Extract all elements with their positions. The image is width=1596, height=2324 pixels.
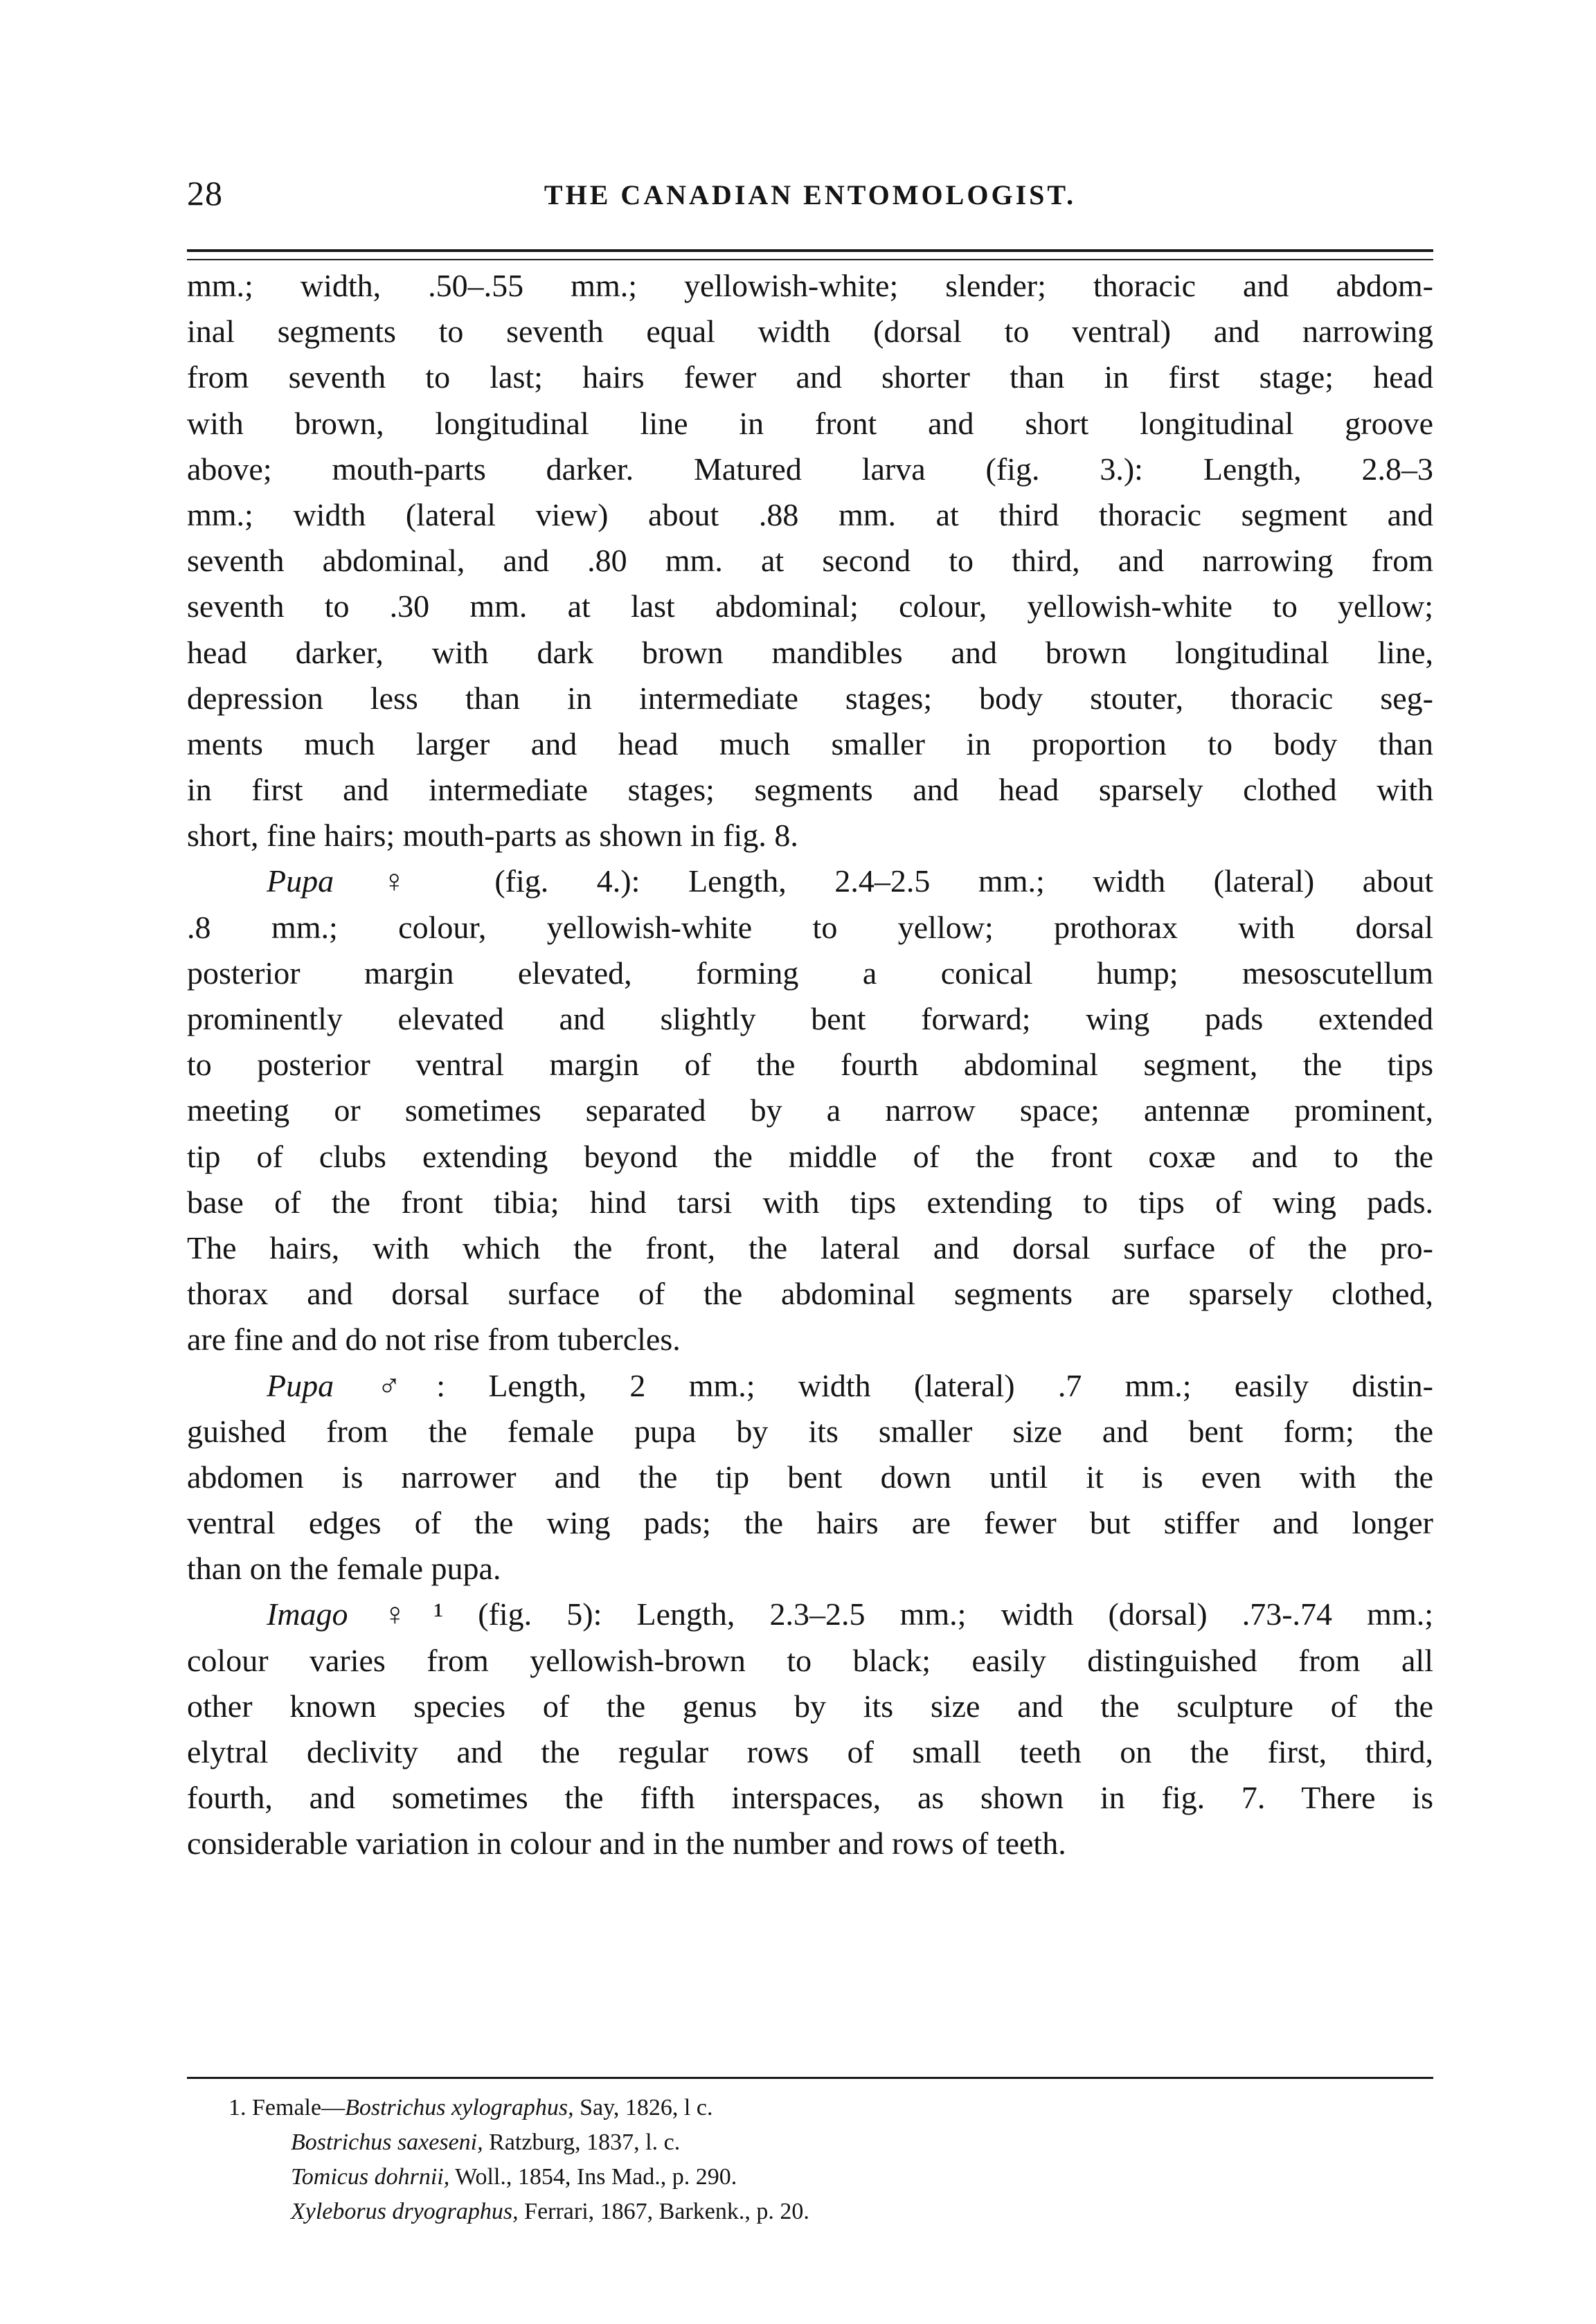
text-line: in first and intermediate stages; segments and head sparsely clothed with bbox=[187, 772, 1433, 808]
text-line: head darker, with dark brown mandibles and brown longitudinal line, bbox=[187, 634, 1433, 670]
header-rule bbox=[187, 249, 1433, 260]
footnote-taxon: Bostrichus saxeseni, bbox=[291, 2129, 483, 2155]
text-line: other known species of the genus by its size and the sculpture of the bbox=[187, 1688, 1433, 1724]
paragraph-first-line bbox=[187, 858, 1433, 904]
text-line: meeting or sometimes separated by a narrow space; antennæ prominent, bbox=[187, 1092, 1433, 1128]
footnote-entry bbox=[228, 2160, 1406, 2195]
text-line: seventh abdominal, and .80 mm. at second to third, and narrowing from bbox=[187, 543, 1433, 579]
section-lead-pupa: Pupa bbox=[267, 863, 334, 899]
text-line: to posterior ventral margin of the fourth abdominal segment, the tips bbox=[187, 1047, 1433, 1083]
text-line: ♂: Length, 2 mm.; width (lateral) .7 mm.; easily distin- bbox=[342, 1367, 1433, 1403]
text-line: tip of clubs extending beyond the middle of the front coxæ and to the bbox=[187, 1138, 1433, 1174]
text-line: The hairs, with which the front, the lateral and dorsal surface of the pro- bbox=[187, 1229, 1433, 1265]
footnote-taxon: Bostrichus xylographus, bbox=[345, 2095, 574, 2120]
text-line: abdomen is narrower and the tip bent down until it is even with the bbox=[187, 1459, 1433, 1495]
footnote-citation: Say, 1826, l c. bbox=[580, 2095, 713, 2120]
footnote-taxon: Tomicus dohrnii, bbox=[291, 2164, 450, 2190]
section-lead-pupa: Pupa bbox=[267, 1367, 334, 1403]
footnotes bbox=[228, 2091, 1406, 2229]
text-line: ♀¹ (fig. 5): Length, 2.3–2.5 mm.; width (dorsal) .73-.74 mm.; bbox=[356, 1596, 1433, 1632]
text-line: from seventh to last; hairs fewer and shorter than in first stage; head bbox=[187, 359, 1433, 395]
paragraph-first-line bbox=[187, 1363, 1433, 1409]
text-line: thorax and dorsal surface of the abdominal segments are sparsely clothed, bbox=[187, 1276, 1433, 1312]
text-line: colour varies from yellowish-brown to black; easily distinguished from all bbox=[187, 1642, 1433, 1678]
text-line: ventral edges of the wing pads; the hairs are fewer but stiffer and longer bbox=[187, 1505, 1433, 1541]
footnote-rule bbox=[187, 2077, 1433, 2079]
footnote-citation: Woll., 1854, Ins Mad., p. 290. bbox=[455, 2164, 737, 2190]
body-text bbox=[187, 263, 1433, 1867]
text-line: mm.; width, .50–.55 mm.; yellowish-white; slender; thoracic and abdom- bbox=[187, 268, 1433, 303]
section-lead-imago: Imago bbox=[267, 1596, 348, 1632]
text-line: seventh to .30 mm. at last abdominal; colour, yellowish-white to yellow; bbox=[187, 588, 1433, 624]
text-line: ♀ (fig. 4.): Length, 2.4–2.5 mm.; width (lateral) about bbox=[342, 863, 1433, 899]
footnote-marker: 1. bbox=[228, 2095, 246, 2120]
text-line: posterior margin elevated, forming a conical hump; mesoscutellum bbox=[187, 955, 1433, 991]
footnote-entry bbox=[228, 2195, 1406, 2229]
footnote-taxon: Xyleborus dryographus, bbox=[291, 2199, 519, 2224]
text-line: are fine and do not rise from tubercles. bbox=[187, 1322, 681, 1358]
text-line: than on the female pupa. bbox=[187, 1551, 501, 1587]
footnote-entry bbox=[228, 2125, 1406, 2160]
paragraph-first-line bbox=[187, 1592, 1433, 1637]
text-line: inal segments to seventh equal width (dorsal to ventral) and narrowing bbox=[187, 314, 1433, 350]
text-line: fourth, and sometimes the fifth interspaces, as shown in fig. 7. There is bbox=[187, 1780, 1433, 1816]
text-line: depression less than in intermediate stages; body stouter, thoracic seg- bbox=[187, 680, 1433, 716]
footnote-citation: Ferrari, 1867, Barkenk., p. 20. bbox=[524, 2199, 809, 2224]
footnote-citation: Ratzburg, 1837, l. c. bbox=[489, 2129, 681, 2155]
text-line: considerable variation in colour and in the number and rows of teeth. bbox=[187, 1826, 1066, 1862]
text-line: base of the front tibia; hind tarsi with tips extending to tips of wing pads. bbox=[187, 1184, 1433, 1220]
page-number: 28 bbox=[187, 174, 223, 213]
footnote-entry bbox=[228, 2091, 1406, 2125]
text-line: guished from the female pupa by its smaller size and bent form; the bbox=[187, 1413, 1433, 1449]
text-line: prominently elevated and slightly bent forward; wing pads extended bbox=[187, 1001, 1433, 1036]
text-line: above; mouth-parts darker. Matured larva (fig. 3.): Length, 2.8–3 bbox=[187, 451, 1433, 487]
text-line: .8 mm.; colour, yellowish-white to yellow; prothorax with dorsal bbox=[187, 909, 1433, 945]
text-line: mm.; width (lateral view) about .88 mm. at third thoracic segment and bbox=[187, 496, 1433, 532]
footnote-prefix: Female— bbox=[252, 2095, 346, 2120]
text-line: ments much larger and head much smaller in proportion to body than bbox=[187, 726, 1433, 762]
text-line: with brown, longitudinal line in front and short longitudinal groove bbox=[187, 405, 1433, 441]
text-line: elytral declivity and the regular rows of small teeth on the first, third, bbox=[187, 1734, 1433, 1769]
page-header bbox=[187, 173, 1433, 222]
running-title: THE CANADIAN ENTOMOLOGIST. bbox=[544, 179, 1077, 210]
text-line: short, fine hairs; mouth-parts as shown in fig. 8. bbox=[187, 818, 798, 854]
